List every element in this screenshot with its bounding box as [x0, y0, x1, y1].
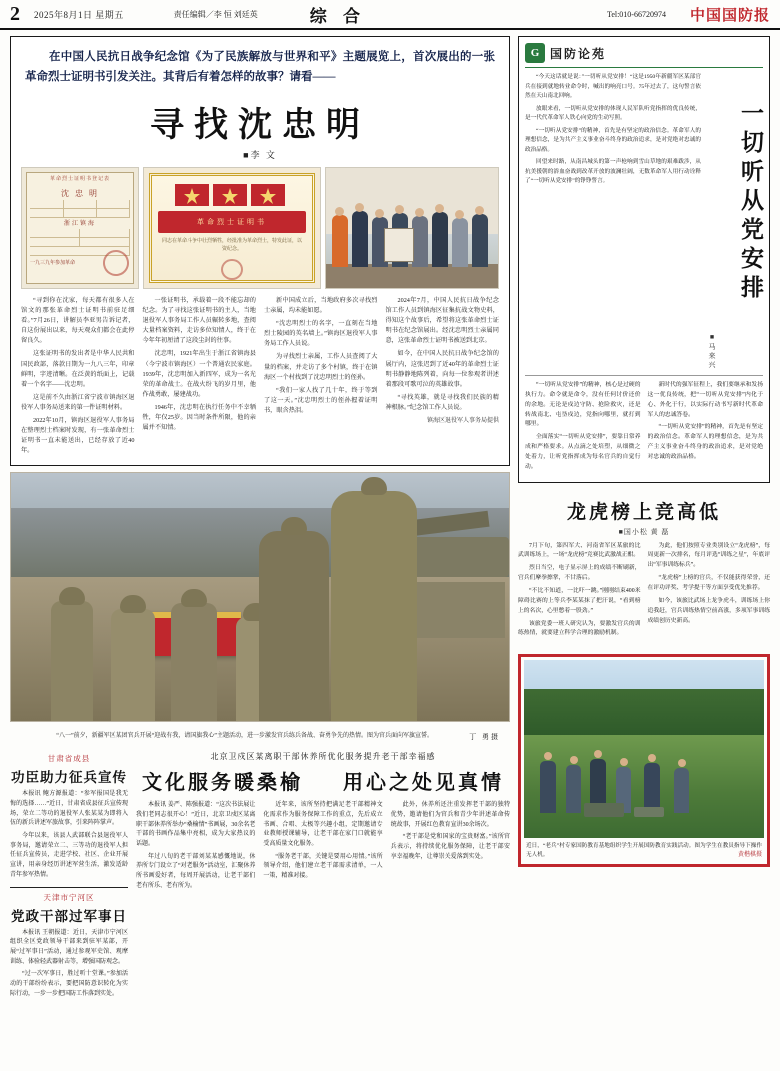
- newspaper-logo: 中国国防报: [689, 7, 770, 24]
- official-stamp-icon: [221, 259, 243, 281]
- feature-column-3: 新中国成立后，当地政府多次寻找烈士亲属，均未能如愿。 “沈忠明烈士的名字，一直刻在当地烈士陵园的英名墙上。”镇海区退役军人事务局工作人员说。 为寻找烈士亲属，工作人员查阅了大量的档案，并走访了多个村镇，终于在镇海区一个村找到了沈忠明烈士的侄孙。 “我们一家人找了几十年，终于等到了这一天。”沈忠明烈士的侄孙握着证明书，眼含热泪。: [264, 297, 378, 414]
- military-photo: [10, 472, 510, 722]
- br-column-1: 本报讯 姜严、陈强报道：“这次书法展让我们老同志很开心！”近日，北京卫戍区某离职干部休养所举办“桑榆情”书画展，30余名老干部的书画作品集中亮相，成为大家热议的话题。 年过八旬的老干部刘某某感慨地说，休养所专门设立了“对老服务”活动室，汇聚休养所书画爱好者，每周开展活动，让老干部们老有所乐、老有所为。: [136, 802, 256, 889]
- responsible-editors: 责任编辑／李 恒 刘廷英: [173, 9, 258, 19]
- photo-certificate-form: [21, 167, 139, 289]
- feature-article: [10, 36, 510, 466]
- br-kicker: 北京卫戍区某离职干部休养所优化服务提升老干部幸福感: [210, 752, 436, 762]
- right-column: [518, 36, 770, 1061]
- bl-body: 本报讯 鲍方源报道：“参军报国是我无悔的选择……”近日，甘肃省成县征兵宣传现场，荣立二等功的退役军人张某某为即将入伍的新兵讲述军旅故事，引来阵阵掌声。 今年以来，该县人武部联合县退役军人事务局，邀请荣立二、三等功的退役军人担任征兵宣传员，走进学校、社区、企业开展宣讲，用亲身经历讲述军营生活，激发适龄青年参军热情。: [10, 791, 128, 878]
- forum-divider: [525, 375, 763, 376]
- bottom-right-article: [136, 749, 510, 1003]
- forum-header: [525, 43, 763, 68]
- field-photo-signature: 黄楷棋摄: [737, 852, 762, 859]
- forum-author: ■马来兴: [708, 333, 716, 370]
- forum-column-2a: “一切听从党安排”的精神，核心是过硬的执行力。命令就是命令，没有任何讨价还价的余地。无论是戍边守防、抢险救灾，还是转战南北、屯垦戍边，党指向哪里，就打到哪里。 全面落实“一切听从党安排”，要靠日常养成和严格要求。从点滴之处培塑，从细微之处着力，让听党指挥成为每名官兵的自觉行动。: [525, 382, 641, 470]
- forum-column-2b: 新时代的强军征程上，我们要继承和发扬这一优良传统，把“一切听从党安排”内化于心、外化于行，以实际行动书写新时代革命军人的忠诚答卷。 “一切听从党安排”的精神，首先是有坚定的政治信念。革命军人的理想信念，是为共产主义事业奋斗终身的政治追求，是对党绝对忠诚的政治品格。: [647, 382, 763, 460]
- feature-column-4: 2024年7月，中国人民抗日战争纪念馆工作人员到镇海区征集抗战文物史料，得知这个故事后，希望将这张革命烈士证明书在纪念馆展出。经沈忠明烈士亲属同意，这张革命烈士证明书被送到北京。 如今，在中国人民抗日战争纪念馆的展厅内，这张迟到了近40年的革命烈士证明书静静地陈列着，向每一位参观者讲述着那段可歌可泣的英雄故事。 “寻找英雄，就是寻找我们民族的精神根脉。”纪念馆工作人员说。 镇海区退役军人事务局提供: [386, 296, 500, 459]
- feature-column-2: 一张证明书，承载着一段不能忘却的纪念。为了寻找这张证明书的主人，当地退役军人事务局工作人员辗转多地，查阅大量档案资料，走访多位知情人，终于在今年年初厘清了这段尘封的往事。 沈忠明，1921年出生于浙江省镇海县（今宁波市镇海区）一个普通农民家庭。1939年，沈忠明加入新四军，成为一名光荣的革命战士。在战火纷飞的岁月里，他作战勇敢，屡建战功。 1946年，沈忠明在执行任务中不幸牺牲，年仅25岁。因当时条件所限，他的亲属并不知情。: [142, 297, 256, 431]
- feature-body-columns: [21, 296, 499, 459]
- r2-headline: 龙虎榜上竞高低: [566, 501, 721, 523]
- r2-column-1: 7月下旬，第四军大、河南省军区某旅的比武训练场上，一场“龙虎榜”竞赛比武激战正酣。 烈日当空，电子显示屏上的成绩不断刷新，官兵们摩拳擦掌，不甘落后。 “不比不知道，一比吓一跳。”刚刚结束400米障碍比赛的上等兵李某某抹了把汗说，“看到榜上的名次，心里憋着一股劲。” 该旅党委一班人研究认为，要激发官兵的训练热情，就要建立科学合理的激励机制。: [518, 542, 641, 637]
- feature-lead-in: 在中国人民抗日战争纪念馆《为了民族解放与世界和平》主题展览上，首次展出的一张革命烈士证明书引发关注。其背后有着怎样的故事？请看——: [25, 51, 495, 84]
- feature-credit: 镇海区退役军人事务局提供: [426, 417, 499, 424]
- br-column-3: 此外，休养所还注重发挥老干部的独特优势，邀请他们为官兵和青少年讲述革命传统故事，开展红色教育宣讲30余场次。 “老干部是党和国家的宝贵财富。”该所官兵表示，将持续优化服务保障，让老干部安享幸福晚年，让尊崇关爱落到实处。: [390, 802, 510, 860]
- photo-group: [325, 167, 499, 289]
- forum-column-1: “今天这话就是说：”一切听从党安排！“这是1950年新疆军区某部官兵在接到就地转业命令时，喊出的响亮口号。75年过去了，这句誓言依然在天山南北回响。 放眼来看，一切听从党安排的体现人民军队听党指挥的优良传统，是一代代革命军人铁心向党的生动写照。 “一切听从党安排”的精神，首先是有坚定的政治信念。革命军人的理想信念，是为共产主义事业奋斗终身的政治追求，是对党绝对忠诚的政治品格。 回望来时路，从南昌城头的第一声枪响到雪山草地的艰难跋涉，从抗美援朝的浴血奋战到改革开放的波澜壮阔，无数革命军人用行动诠释了“一切听从党安排”的铮铮誓言。: [525, 74, 701, 184]
- br-headline: [136, 766, 510, 795]
- r2-column-2: 为此，他们按照专业类别设立“龙虎榜”，每周更新一次排名，每月评选“训练之星”，年底评出“军事训练标兵”。 “龙虎榜”上榜的官兵，不仅能获得荣誉，还在评功评奖、考学提干等方面享受优先推荐。 如今，该旅比武场上龙争虎斗，训练场上你追我赶，官兵训练热情空前高涨，多项军事训练成绩创历史新高。: [647, 542, 770, 624]
- forum-vertical-title: 一切听从党安排: [738, 100, 763, 304]
- right-article-2: [518, 489, 770, 643]
- br-body-columns: [136, 801, 510, 894]
- bl-kicker-2: 天津市宁河区: [43, 892, 95, 902]
- bottom-left-article: [10, 749, 128, 1003]
- br-headline-left: 文化服务暖桑榆: [142, 772, 303, 795]
- r2-body-columns: [518, 542, 770, 643]
- section-title: 综 合: [309, 6, 367, 26]
- martyr-certificate-graphic: 革命烈士证明书 同志在革命斗争中壮烈牺牲，经批准为革命烈士，特发此证，以资纪念。: [149, 173, 315, 283]
- page-body: [0, 30, 780, 1069]
- bottom-articles-row: [10, 749, 510, 1003]
- br-column-2: 近年来，该所坚持把满足老干部精神文化需求作为服务保障工作的重点，先后成立书画、合唱、太极等兴趣小组，定期邀请专业教师授课辅导，让老干部在家门口就能享受高质量文化服务。 “服务老干部，关键是要用心用情。”该所领导介绍，他们建立老干部需求清单，一人一策，精准对接。: [263, 802, 383, 880]
- military-photo-caption-block: [10, 728, 510, 743]
- forum-title: 国防论苑: [550, 46, 607, 61]
- bl-body-2: 本报讯 王朝报道：近日，天津市宁河区组织全区党政领导干部来到驻军某部，开展“过军事日”活动，通过参观军史馆、观摩训练、体验轻武器射击等，增强国防观念。 “过一次军事日，胜过听十堂课。”参加活动的干部纷纷表示，要把国防意识转化为实际行动，一步一步把国防工作落到实处。: [10, 929, 128, 997]
- left-column: [10, 36, 510, 1061]
- right-photo-frame: [518, 654, 770, 867]
- military-photo-signature: 丁 勇摄: [469, 732, 500, 741]
- photo-martyr-certificate: [143, 167, 321, 289]
- feature-byline: ■李 文: [243, 150, 277, 161]
- forum-article: [518, 36, 770, 483]
- field-photo-caption-block: [524, 838, 764, 861]
- contact-tel: Tel:010-66720974: [606, 9, 666, 19]
- r2-byline: ■国小松 黄 磊: [618, 527, 670, 536]
- certificate-form-graphic: 革命烈士证明书登记表 沈 忠 明 浙江镇海 一九三九年参加革命: [26, 172, 134, 284]
- br-headline-right: 用心之处见真情: [343, 772, 504, 795]
- field-photo-caption: 近日，“老兵”村专家国防教育基地组织学生开展国防教育实践活动。图为学生在教员指导下操作无人机。: [526, 843, 762, 859]
- military-photo-caption: “八一”前夕，新疆军区某团官兵开展“迎战有我，请国旗我心”主题活动，进一步激发官兵练兵备战、奋勇争先的热情。图为官兵面向军旗宣誓。: [56, 732, 433, 739]
- forum-logo-icon: G: [525, 43, 545, 63]
- page-number: 2: [10, 3, 20, 25]
- bl-kicker: 甘肃省成县: [47, 754, 91, 764]
- field-photo-graphic: [524, 660, 764, 838]
- bl-headline-2: 党政干部过军事日: [11, 908, 127, 924]
- bl-divider: [10, 887, 128, 888]
- feature-column-1: “寻到你在沈家，每天都有很多人在馆文的那张革命烈士证明书前驻足细看。”7月26日，讲解员李亚男告诉记者，自这份展出以来，每天观众们都会在此停留良久。 这张证明书的发出者是中华人民共和国民政部，落款日期为一九八三年，印章鲜明，字迹清晰。在泛黄的纸面上，记载着一个名字——沈忠明。 这是前不久由浙江省宁波市镇海区退役军人事务局送来的第一件证明材料。 2022年10月，镇海区退役军人事务局在整理烈士档案时发现，有一张革命烈士证明书一直未能送出，已经存放了近40年。: [21, 297, 135, 454]
- group-photo-graphic: [326, 168, 498, 288]
- bl-headline: 功臣助力征兵宣传: [11, 770, 127, 786]
- feature-photo-strip: [21, 167, 499, 289]
- masthead: [0, 0, 780, 30]
- forum-bottom-columns: [525, 381, 763, 476]
- forum-top-row: [525, 73, 763, 370]
- feature-headline: 寻找沈忠明: [150, 107, 370, 145]
- publication-date: 2025年8月1日 星期五: [34, 9, 124, 20]
